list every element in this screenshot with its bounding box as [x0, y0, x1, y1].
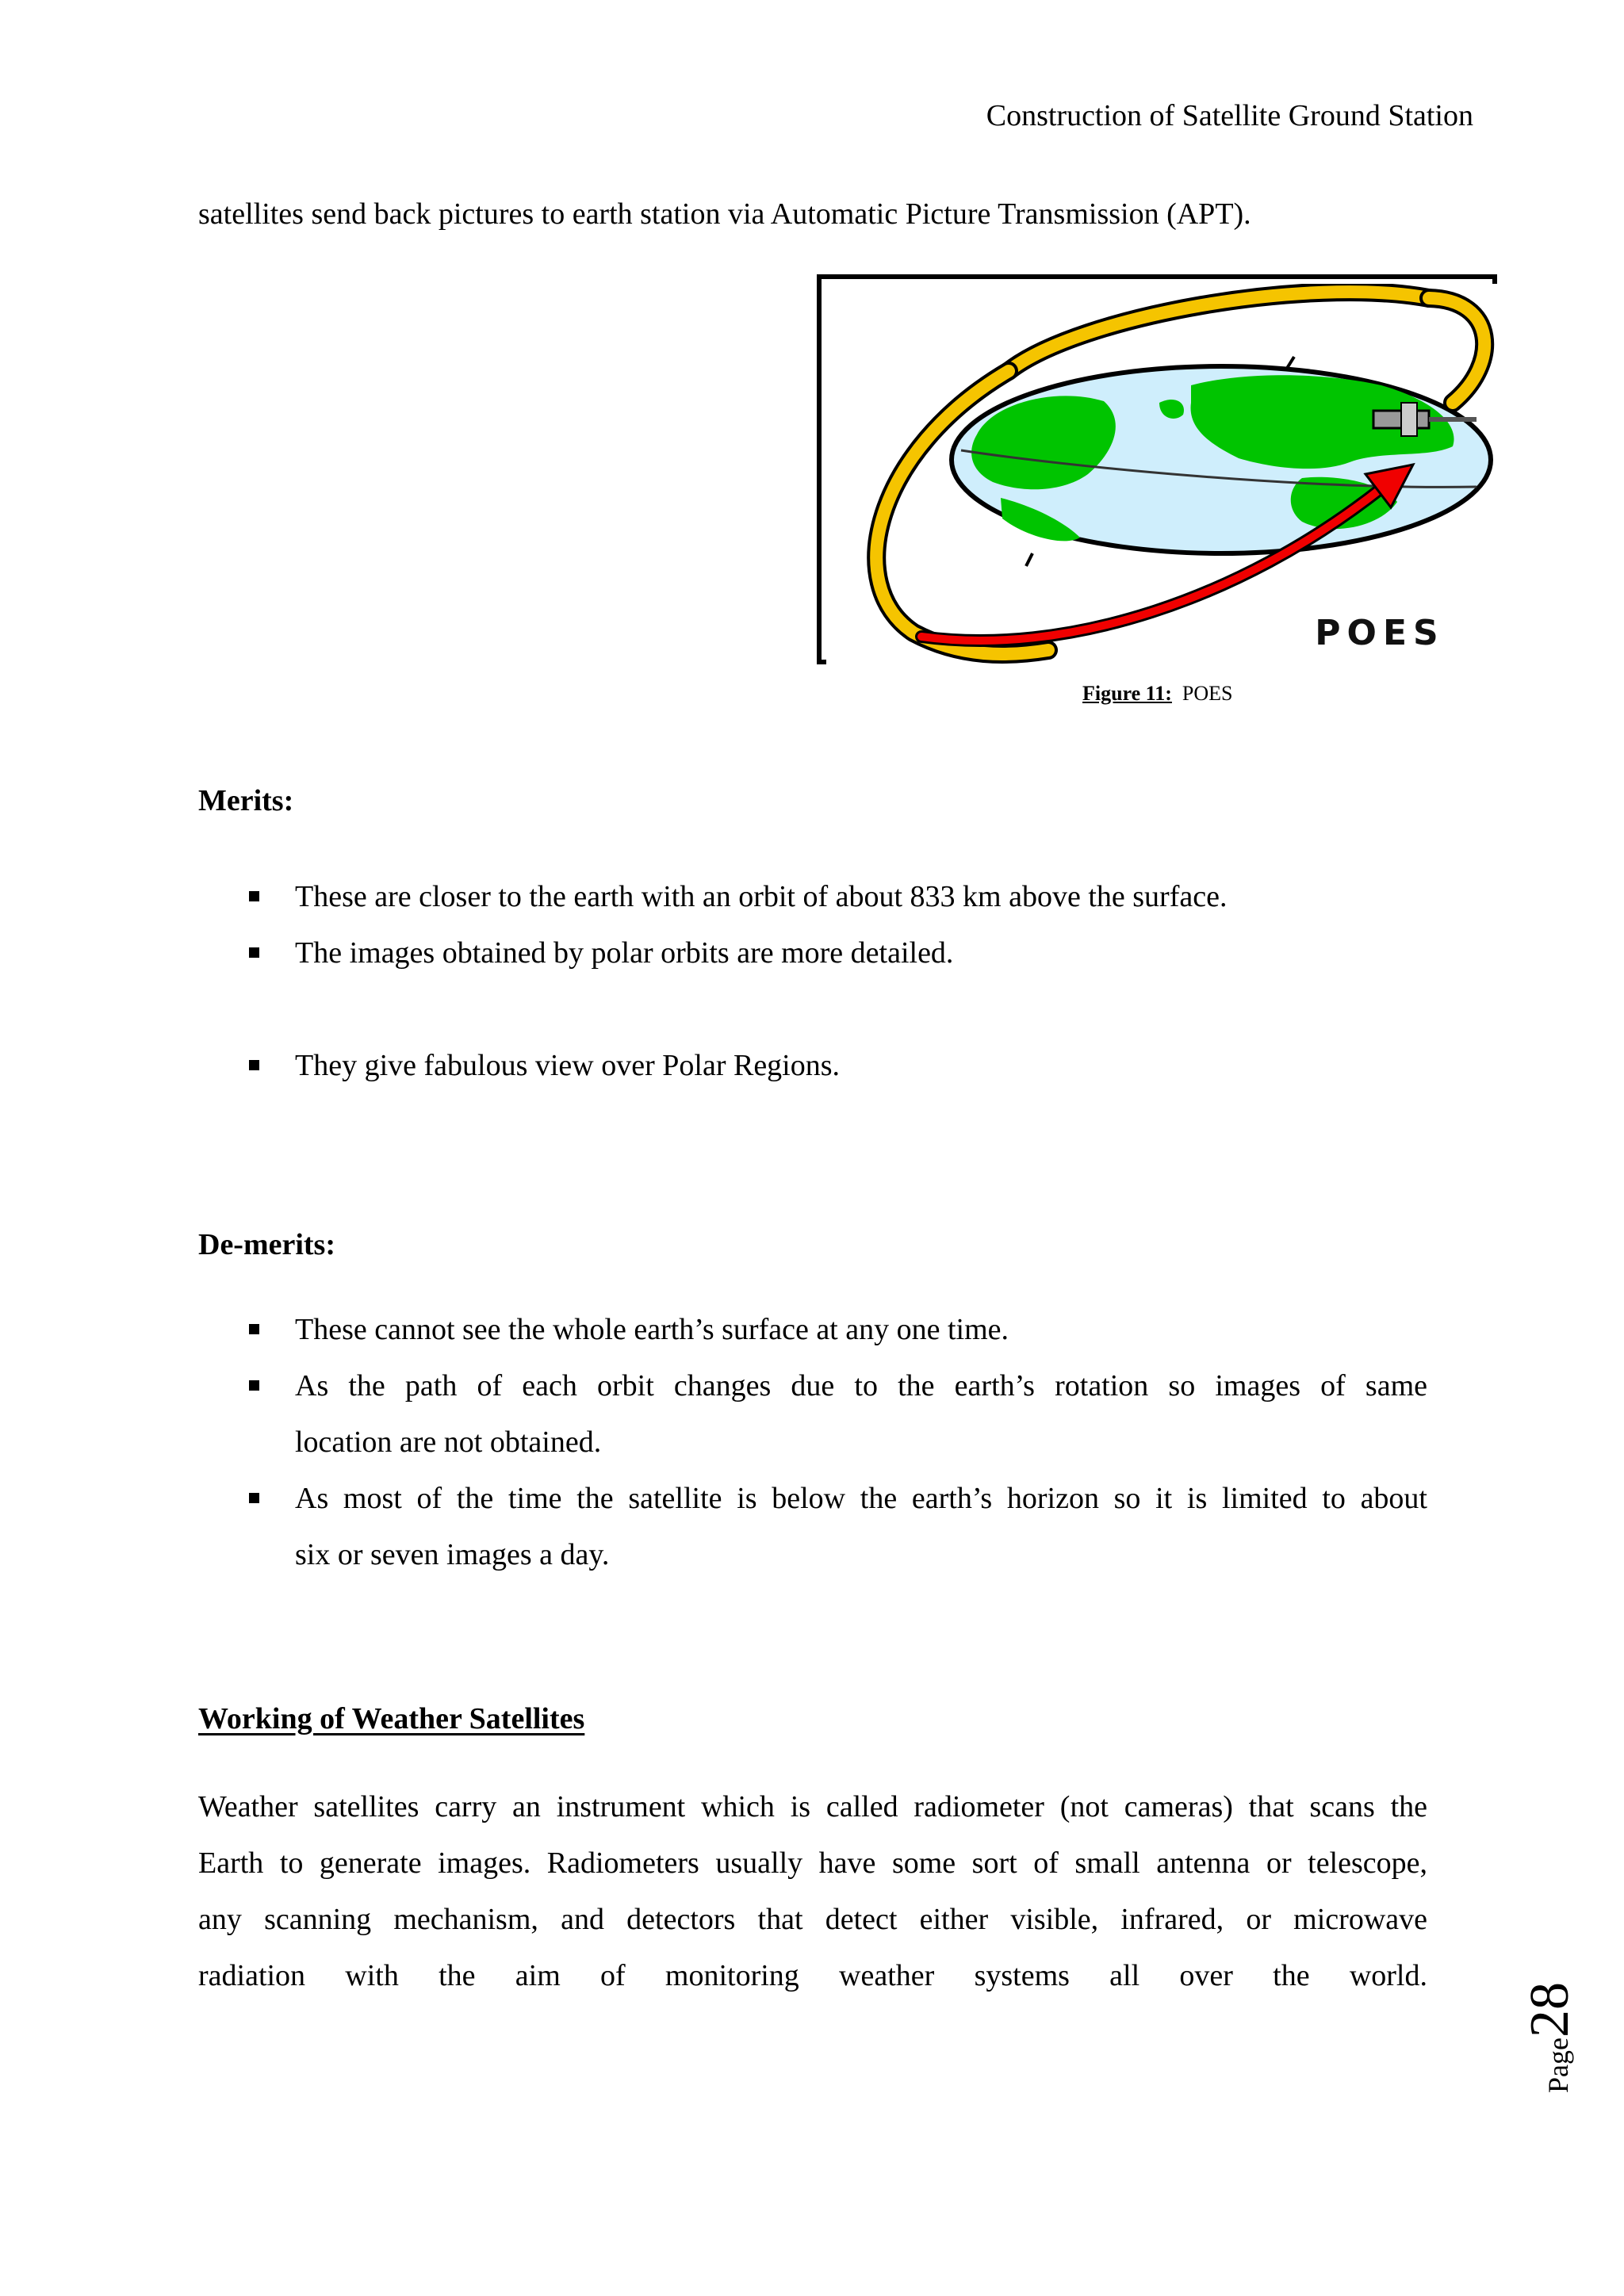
page-word: Page [1542, 2038, 1574, 2093]
bullet-square-icon [249, 1060, 259, 1070]
bullet-square-icon [249, 891, 259, 901]
document-page: Construction of Satellite Ground Station satellites send back pictures to earth station via Automatic Picture Transmission (APT). POES Figure 11: POES Merits: These are closer to the earth with an orbit of about 833 km above the surface. The images obtained by polar orbits are more detailed. They give fabulous view over Polar Regions. De-merits: These cannot see the whole earth’s surface at any one time. As the path of each orbit changes due to the earth’s rotation so images of same location are not obtained. As most of the time the satellite is below the earth’s horizon so it is limited to about six or seven images a day. Working of Weather Satellites Weather satellites carry an instrument which is called radiometer (not cameras) that scans the Earth to generate images. Radiometers usually have some sort of small antenna or telescope, any scanning mechanism, and detectors that detect either visible, infrared, or microwave radiation with the aim of monitoring weather systems all over the world. Page28 [0, 0, 1624, 2296]
poes-figure [817, 274, 1497, 664]
figure-caption [1082, 682, 1232, 706]
intro-text: satellites send back pictures to earth station via Automatic Picture Transmission (APT). [198, 197, 1251, 231]
paragraph-line: Weather satellites carry an instrument which is called radiometer (not cameras) that scans the [198, 1790, 1427, 1823]
poes-logo-image [826, 284, 1497, 664]
page-number-value: 28 [1519, 1982, 1580, 2038]
poes-logo-text: POES [1315, 613, 1445, 653]
bullet-square-icon [249, 1380, 259, 1391]
paragraph-line: Earth to generate images. Radiometers usually have some sort of small antenna or telescope, [198, 1846, 1427, 1880]
bullet-square-icon [249, 947, 259, 958]
merits-heading: Merits: [198, 784, 294, 817]
bullet-square-icon [249, 1493, 259, 1503]
demerits-heading: De-merits: [198, 1228, 336, 1261]
working-heading: Working of Weather Satellites [198, 1702, 585, 1735]
paragraph-line: radiation with the aim of monitoring weather systems all over the world. [198, 1959, 1427, 1992]
working-paragraph [198, 1779, 1427, 2004]
running-header: Construction of Satellite Ground Station [986, 99, 1473, 132]
bullet-square-icon [249, 1324, 259, 1334]
paragraph-line: any scanning mechanism, and detectors that detect either visible, infrared, or microwave [198, 1903, 1427, 1936]
page-number [1519, 1974, 1580, 2093]
figure-caption-label: Figure 11: [1082, 682, 1172, 705]
figure-caption-text: POES [1182, 682, 1233, 705]
